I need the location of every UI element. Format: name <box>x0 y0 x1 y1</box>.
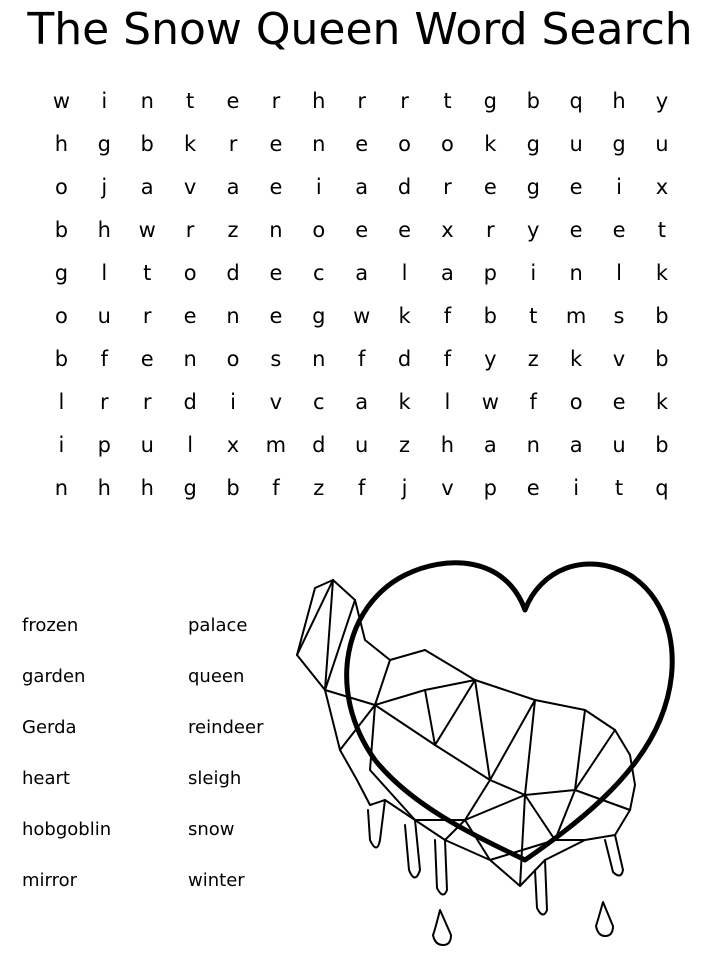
grid-letter: z <box>313 476 325 500</box>
grid-letter: e <box>226 89 240 113</box>
grid-letter: h <box>54 132 69 156</box>
grid-letter: k <box>398 304 411 328</box>
page-title: The Snow Queen Word Search <box>27 4 693 55</box>
grid-letter: e <box>269 132 283 156</box>
grid-letter: d <box>397 175 412 199</box>
grid-letter: r <box>185 218 195 242</box>
grid-letter: b <box>226 476 240 500</box>
grid-letter: l <box>616 261 622 285</box>
grid-letter: u <box>569 132 583 156</box>
grid-letter: s <box>613 304 625 328</box>
grid-letter: u <box>612 433 626 457</box>
grid-letter: e <box>612 390 626 414</box>
frozen-heart-illustration <box>285 540 705 960</box>
grid-letter: i <box>101 89 108 113</box>
grid-letter: b <box>655 304 669 328</box>
grid-letter: b <box>526 89 540 113</box>
grid-letter: i <box>616 175 622 199</box>
grid-letter: b <box>483 304 498 328</box>
grid-letter: e <box>483 175 497 199</box>
grid-letter: b <box>655 347 669 371</box>
grid-letter: a <box>355 390 369 414</box>
word-list-item: sleigh <box>188 768 242 789</box>
grid-letter: p <box>483 261 498 285</box>
grid-letter: e <box>398 218 412 242</box>
word-list-item: reindeer <box>188 717 264 738</box>
grid-letter: m <box>565 304 587 328</box>
grid-letter: w <box>138 218 156 242</box>
grid-letter: r <box>228 132 238 156</box>
grid-letter: o <box>55 175 68 199</box>
grid-letter: v <box>269 390 283 414</box>
word-list <box>22 600 322 906</box>
grid-letter: o <box>441 132 454 156</box>
grid-letter: a <box>226 175 240 199</box>
grid-letter: g <box>97 132 111 156</box>
grid-letter: n <box>269 218 283 242</box>
grid-letter: k <box>484 132 497 156</box>
grid-letter: p <box>483 476 498 500</box>
grid-letter: i <box>230 390 236 414</box>
grid-letter: h <box>140 476 154 500</box>
grid-letter: e <box>355 218 369 242</box>
grid-letter: v <box>441 476 454 500</box>
grid-letter: l <box>58 390 65 414</box>
grid-letter: u <box>97 304 111 328</box>
grid-letter: e <box>526 476 540 500</box>
grid-letter: w <box>52 89 71 113</box>
grid-letter: c <box>313 390 325 414</box>
grid-letter: b <box>140 132 154 156</box>
grid-letter: a <box>355 261 369 285</box>
grid-letter: d <box>226 261 240 285</box>
grid-letter: r <box>142 304 152 328</box>
grid-letter: x <box>655 175 669 199</box>
grid-letter: r <box>271 89 281 113</box>
grid-letter: z <box>527 347 539 371</box>
grid-letter: d <box>397 347 412 371</box>
grid-letter: o <box>55 304 68 328</box>
grid-letter: y <box>655 89 669 113</box>
grid-letter: h <box>612 89 626 113</box>
grid-letter: u <box>655 132 669 156</box>
grid-letter: u <box>140 433 154 457</box>
word-list-item: mirror <box>22 870 78 891</box>
grid-letter: f <box>100 347 109 371</box>
grid-letter: v <box>183 175 197 199</box>
grid-letter: s <box>270 347 282 371</box>
grid-letter: u <box>355 433 369 457</box>
grid-letter: r <box>142 390 152 414</box>
grid-letter: w <box>481 390 499 414</box>
grid-letter: b <box>655 433 669 457</box>
grid-letter: t <box>443 89 452 113</box>
grid-letter: r <box>100 390 109 414</box>
word-list-item: heart <box>22 768 70 789</box>
grid-letter: e <box>269 304 283 328</box>
word-list-item: winter <box>188 870 245 891</box>
grid-letter: n <box>183 347 197 371</box>
grid-letter: z <box>227 218 239 242</box>
grid-letter: f <box>357 347 366 371</box>
grid-letter: e <box>183 304 197 328</box>
grid-letter: n <box>54 476 69 500</box>
grid-letter: a <box>355 175 369 199</box>
grid-letter: g <box>312 304 326 328</box>
grid-letter: f <box>272 476 280 500</box>
grid-letter: y <box>527 218 540 242</box>
grid-letter: n <box>312 132 326 156</box>
grid-letter: k <box>570 347 583 371</box>
grid-letter: c <box>313 261 325 285</box>
grid-letter: m <box>265 433 287 457</box>
grid-letter: e <box>569 175 583 199</box>
grid-letter: r <box>443 175 452 199</box>
grid-letter: t <box>614 476 624 500</box>
grid-letter: i <box>58 433 65 457</box>
grid-letter: i <box>530 261 537 285</box>
grid-letter: g <box>483 89 498 113</box>
grid-letter: o <box>312 218 326 242</box>
grid-letter: q <box>569 89 583 113</box>
grid-letter: a <box>441 261 454 285</box>
grid-letter: t <box>186 89 195 113</box>
grid-letter: n <box>312 347 326 371</box>
grid-letter: n <box>526 433 540 457</box>
grid-letter: e <box>355 132 369 156</box>
grid-letter: r <box>486 218 495 242</box>
word-list-item: queen <box>188 666 245 687</box>
grid-letter: r <box>357 89 366 113</box>
grid-letter: t <box>529 304 538 328</box>
grid-letter: k <box>655 390 668 414</box>
grid-letter: d <box>183 390 197 414</box>
grid-letter: o <box>569 390 583 414</box>
grid-letter: o <box>183 261 197 285</box>
grid-letter: k <box>184 132 197 156</box>
grid-letter: o <box>398 132 411 156</box>
grid-letter: q <box>655 476 669 500</box>
word-list-item: garden <box>22 666 86 687</box>
grid-letter: h <box>312 89 326 113</box>
grid-letter: z <box>399 433 411 457</box>
grid-letter: l <box>401 261 408 285</box>
grid-letter: n <box>140 89 154 113</box>
grid-letter: j <box>401 476 408 500</box>
grid-letter: f <box>443 304 452 328</box>
grid-letter: f <box>357 476 366 500</box>
grid-letter: l <box>444 390 451 414</box>
grid-letter: n <box>569 261 583 285</box>
grid-letter: g <box>612 132 626 156</box>
grid-letter: h <box>97 218 111 242</box>
grid-letter: a <box>483 433 497 457</box>
grid-letter: a <box>569 433 583 457</box>
grid-letter: l <box>187 433 194 457</box>
grid-letter: g <box>183 476 197 500</box>
grid-letter: h <box>97 476 111 500</box>
grid-letter: t <box>143 261 152 285</box>
grid-letter: g <box>526 132 540 156</box>
grid-letter: e <box>269 175 283 199</box>
letter-grid <box>40 80 683 510</box>
word-list-item: palace <box>188 615 248 636</box>
grid-letter: b <box>54 347 69 371</box>
grid-letter: k <box>398 390 411 414</box>
grid-letter: f <box>529 390 537 414</box>
grid-letter: r <box>400 89 409 113</box>
grid-letter: g <box>54 261 69 285</box>
grid-letter: v <box>612 347 626 371</box>
grid-letter: g <box>526 175 540 199</box>
grid-letter: o <box>226 347 240 371</box>
grid-letter: k <box>655 261 668 285</box>
grid-letter: i <box>573 476 580 500</box>
grid-letter: e <box>269 261 283 285</box>
grid-letter: x <box>441 218 454 242</box>
word-list-item: Gerda <box>22 717 77 738</box>
grid-letter: p <box>97 433 111 457</box>
word-list-item: hobgoblin <box>22 819 112 840</box>
grid-letter: h <box>440 433 455 457</box>
grid-letter: x <box>226 433 240 457</box>
grid-letter: l <box>101 261 108 285</box>
grid-letter: i <box>315 175 322 199</box>
grid-letter: e <box>140 347 154 371</box>
grid-letter: w <box>353 304 371 328</box>
grid-letter: y <box>484 347 497 371</box>
grid-letter: e <box>569 218 583 242</box>
grid-letter: t <box>657 218 667 242</box>
grid-letter: a <box>140 175 154 199</box>
word-list-item: snow <box>188 819 235 840</box>
grid-letter: f <box>443 347 452 371</box>
grid-letter: e <box>612 218 626 242</box>
grid-letter: n <box>226 304 240 328</box>
grid-letter: b <box>54 218 69 242</box>
grid-letter: j <box>101 175 108 199</box>
grid-letter: d <box>312 433 326 457</box>
word-list-item: frozen <box>22 615 79 636</box>
